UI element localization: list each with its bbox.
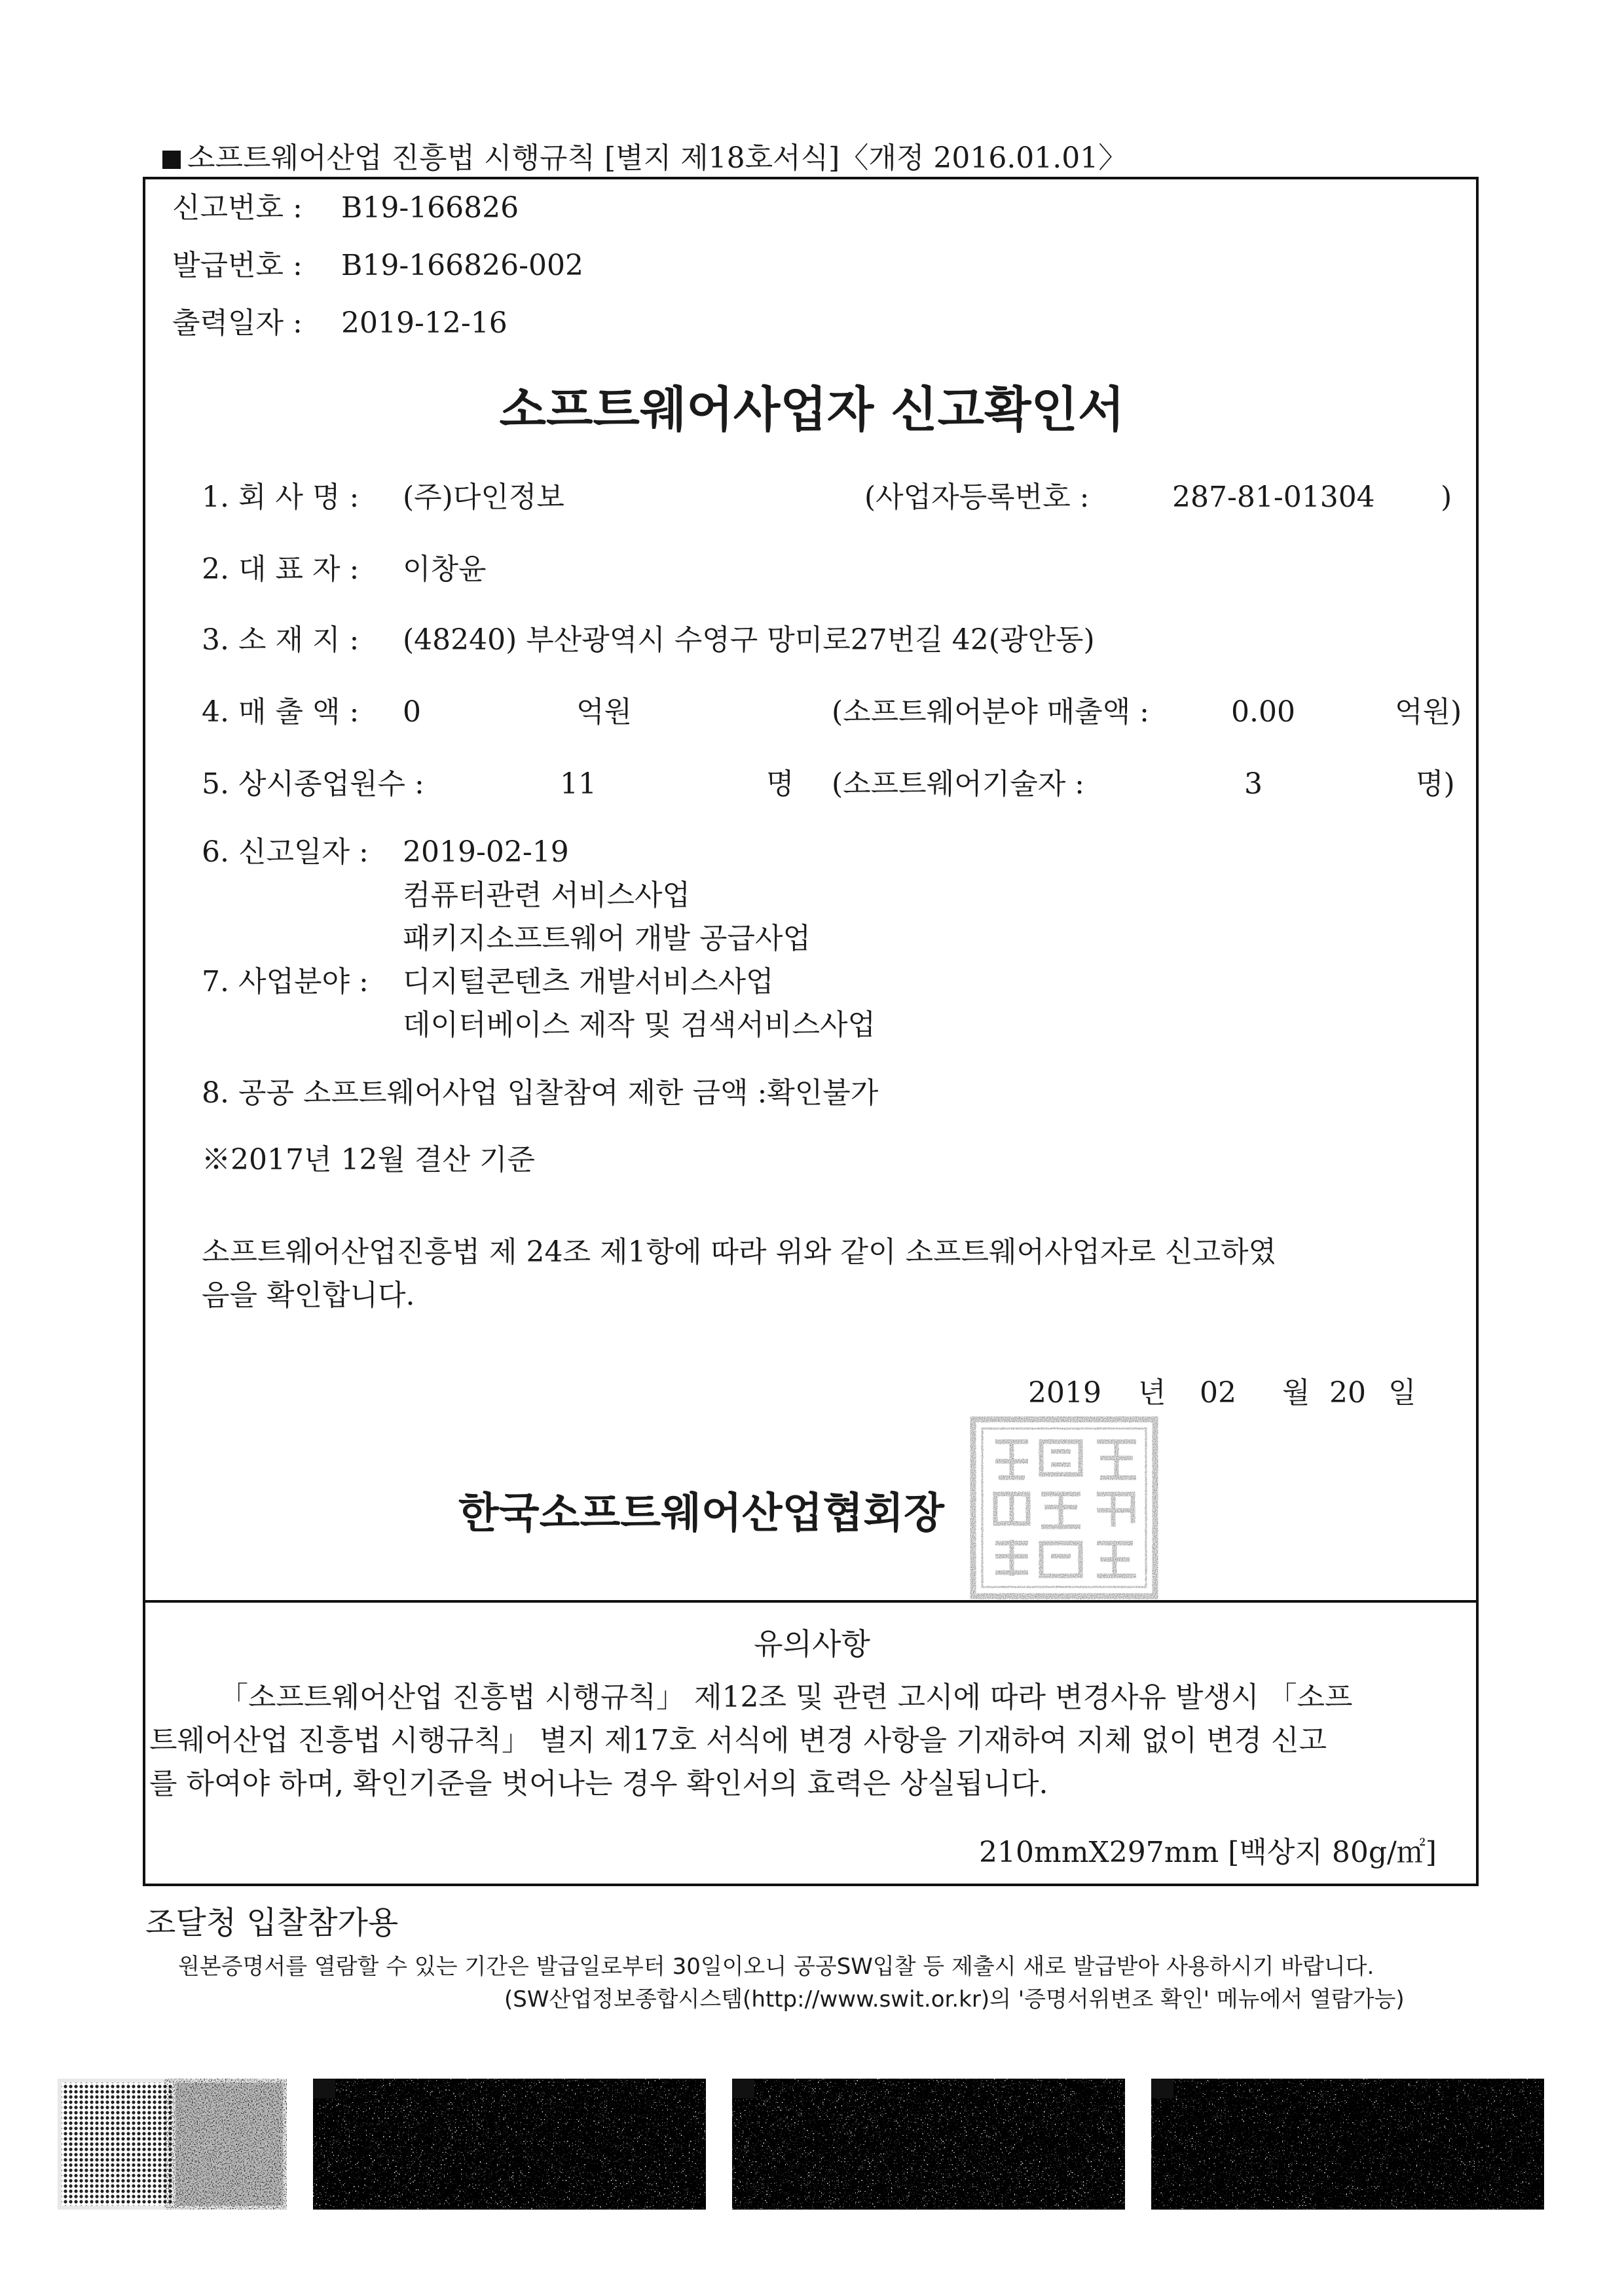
issue-number [172, 247, 583, 284]
engineers-label: (소프트웨어기술자 : [832, 767, 1085, 801]
employees-label: 5. 상시종업원수 : [202, 767, 424, 801]
footer-line: 원본증명서를 열람할 수 있는 기간은 발급일로부터 30일이오니 공공SW입찰 등 제출시 새로 발급받아 사용하시기 바랍니다. [178, 1954, 1375, 1980]
notice-line: 를 하여야 하며, 확인기준을 벗어나는 경우 확인서의 효력은 상실됩니다. [149, 1767, 1048, 1800]
document-title: 소프트웨어사업자 신고확인서 [499, 382, 1125, 438]
sales-unit: 억원 [576, 695, 633, 729]
sw-sales-value: 0.00 [1231, 695, 1295, 729]
official-seal [969, 1415, 1159, 1600]
notice-line: 「소프트웨어산업 진흥법 시행규칙」 제12조 및 관련 고시에 따라 변경사유 발생시 「소프 [219, 1681, 1353, 1714]
issue-number-value: B19-166826-002 [341, 249, 584, 282]
issue-month: 02 [1200, 1376, 1236, 1410]
confirmation-line: 소프트웨어산업진흥법 제 24조 제1항에 따라 위와 같이 소프트웨어사업자로 신고하였 [202, 1235, 1277, 1269]
issue-year: 2019 [1028, 1376, 1101, 1410]
issue-number-label: 발급번호 : [172, 249, 303, 282]
bid-limit: 8. 공공 소프트웨어사업 입찰참여 제한 금액 :확인불가 [202, 1076, 879, 1110]
usage-note: 조달청 입찰참가용 [145, 1904, 399, 1941]
issue-day: 20 [1329, 1376, 1366, 1410]
report-number [172, 190, 519, 227]
company-value: (주)다인정보 [403, 481, 564, 514]
business-item: 데이터베이스 제작 및 검색서비스사업 [403, 1008, 876, 1042]
ceo-label: 2. 대 표 자 : [202, 553, 360, 586]
print-date-value: 2019-12-16 [341, 306, 507, 340]
form-reference-text: 소프트웨어산업 진흥법 시행규칙 [별지 제18호서식]〈개정 2016.01.01〉 [187, 141, 1128, 175]
business-item: 컴퓨터관련 서비스사업 [403, 879, 691, 912]
notice-line: 트웨어산업 진흥법 시행규칙」 별지 제17호 서식에 변경 사항을 기재하여 지체 없이 변경 신고 [149, 1724, 1327, 1757]
confirmation-line: 음을 확인합니다. [202, 1279, 415, 1312]
issue-year-unit: 년 [1138, 1376, 1166, 1410]
paper-spec: 210mmX297mm [백상지 80g/㎡] [979, 1836, 1437, 1869]
issue-month-unit: 월 [1282, 1376, 1310, 1410]
sales-value: 0 [403, 695, 421, 729]
report-number-value: B19-166826 [341, 191, 519, 225]
employees-value: 11 [560, 767, 597, 801]
business-label: 7. 사업분야 : [202, 965, 369, 998]
engineers-unit: 명) [1416, 767, 1455, 801]
report-date-label: 6. 신고일자 : [202, 835, 369, 869]
registration-label: (사업자등록번호 : [864, 481, 1090, 514]
business-item: 디지털콘텐츠 개발서비스사업 [403, 965, 774, 998]
employees-unit: 명 [766, 767, 794, 801]
issue-day-unit: 일 [1388, 1376, 1416, 1410]
verification-code-2 [732, 2079, 1125, 2210]
print-date-label: 출력일자 : [172, 306, 303, 340]
sw-sales-unit: 억원) [1395, 695, 1462, 729]
engineers-value: 3 [1244, 767, 1263, 801]
issuer-name: 한국소프트웨어산업협회장 [458, 1489, 944, 1538]
ceo-value: 이창윤 [403, 553, 487, 586]
address-value: (48240) 부산광역시 수영구 망미로27번길 42(광안동) [403, 623, 1095, 657]
notice-title: 유의사항 [754, 1626, 870, 1662]
business-item: 패키지소프트웨어 개발 공급사업 [403, 922, 811, 955]
report-date-value: 2019-02-19 [403, 835, 569, 869]
company-label: 1. 회 사 명 : [202, 481, 360, 514]
address-label: 3. 소 재 지 : [202, 623, 360, 657]
report-number-label: 신고번호 : [172, 191, 303, 225]
registration-close: ) [1441, 481, 1452, 514]
square-bullet-icon [162, 151, 181, 169]
footer-line: (SW산업정보종합시스템(http://www.swit.or.kr)의 '증명서위변조 확인' 메뉴에서 열람가능) [504, 1986, 1405, 2013]
sales-label: 4. 매 출 액 : [202, 695, 360, 729]
registration-value: 287-81-01304 [1172, 481, 1375, 514]
print-date [172, 305, 507, 342]
form-reference [162, 139, 1127, 178]
verification-code-3 [1151, 2079, 1544, 2210]
basis-note: ※2017년 12월 결산 기준 [202, 1143, 535, 1176]
verification-code-small [58, 2079, 287, 2210]
verification-code-1 [313, 2079, 706, 2210]
sw-sales-label: (소프트웨어분야 매출액 : [832, 695, 1150, 729]
